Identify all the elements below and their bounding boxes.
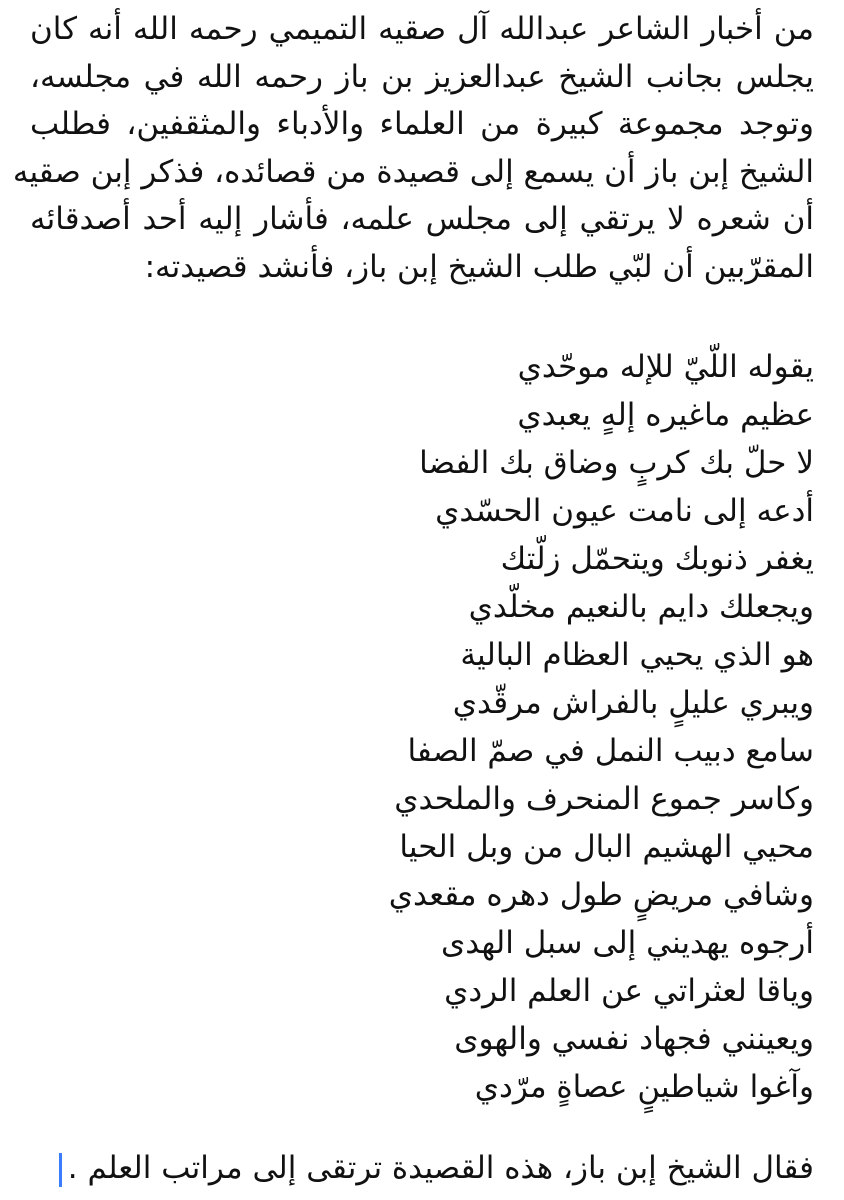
closing-line-row[interactable] [59,1138,814,1198]
poem-line: ويجعلك دايم بالنعيم مخلّدي [468,589,814,625]
intro-line: أن شعره لا يرتقي إلى مجلس علمه، فأشار إليه أحد أصدقائه [30,201,814,237]
poem [30,343,814,1111]
poem-line: وآغوا شياطينٍ عصاةٍ مرّدي [474,1069,814,1105]
closing-line[interactable]: فقال الشيخ إبن باز، هذه القصيدة ترتقى إلى مراتب العلم . [67,1150,814,1186]
poem-line: محيي الهشيم البال من وبل الحيا [399,829,814,865]
poem-line: وكاسر جموع المنحرف والملحدي [394,781,814,817]
intro-line: المقرّبين أن لبّي طلب الشيخ إبن باز، فأنشد قصيدته: [144,248,814,285]
intro-line: من أخبار الشاعر عبدالله آل صقيه التميمي رحمه الله أنه كان [30,11,814,47]
poem-line: عظيم ماغيره إلهٍ يعبدي [517,397,814,433]
intro-line: وتوجد مجموعة كبيرة من العلماء والأدباء والمثقفين، فطلب [30,106,814,142]
text-cursor [59,1153,62,1187]
poem-line: ويعينني فجهاد نفسي والهوى [454,1021,814,1057]
poem-line: ويبري عليلٍ بالفراش مرقّدي [452,685,814,721]
poem-line: أرجوه يهديني إلى سبل الهدى [440,925,814,961]
poem-line: أدعه إلى نامت عيون الحسّدي [435,493,814,529]
intro-paragraph [12,6,814,291]
intro-line: يجلس بجانب الشيخ عبدالعزيز بن باز رحمه الله في مجلسه، [30,58,814,95]
intro-line: الشيخ إبن باز أن يسمع إلى قصيدة من قصائده، فذكر إبن صقيه [12,153,814,190]
poem-line: وياقا لعثراتي عن العلم الردي [444,973,814,1009]
poem-line: وشافي مريضٍ طول دهره مقعدي [388,877,814,913]
poem-line: يقوله اللّيّ للإله موحّدي [517,349,814,385]
poem-line: يغفر ذنوبك ويتحمّل زلّتك [500,541,814,577]
poem-line: سامع دبيب النمل في صمّ الصفا [407,733,814,769]
poem-line: لا حلّ بك كربٍ وضاق بك الفضا [419,445,814,481]
poem-line: هو الذي يحيي العظام البالية [460,637,814,673]
